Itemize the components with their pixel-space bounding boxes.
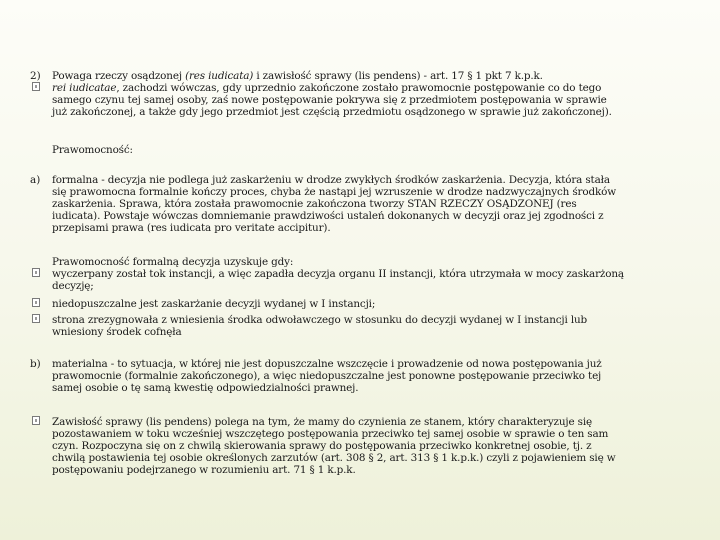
condition-1-line-1: wyczerpany został tok instancji, a więc zapadła decyzja organu II instancji, która utrzymała w mocy zaskarżoną [52,268,624,280]
section-b-line-1: materialna - to sytuacja, w której nie jest dopuszczalne wszczęcie i prowadzenie od nowa postępowania już [52,358,602,370]
section-b-marker: b) [30,358,41,370]
lis-pendens-line-2: pozostawaniem w toku wcześniej wszczętego postępowania przeciwko tej samej osobie w sprawie o ten sam [52,428,609,440]
section-2-line-3: już zakończonej, a także gdy jego przedmiot jest częścią przedmiotu osądzonego w sprawie już zakończonej). [52,106,612,118]
bullet-icon [32,82,40,91]
section-a-marker: a) [30,174,41,186]
lis-pendens-line-1: Zawisłość sprawy (lis pendens) polega na tym, że mamy do czynienia ze stanem, który charakteryzuje się [52,416,593,428]
section-a-line-4: iudicata). Powstaje wówczas domniemanie prawdziwości ustaleń dokonanych w decyzji oraz jej zgodności z [52,210,604,222]
condition-3-line-1: strona zrezygnowała z wniesienia środka odwoławczego w stosunku do decyzji wydanej w I instancji lub [52,314,588,326]
bullet-icon [32,268,40,277]
lis-pendens-line-5: postępowaniu podejrzanego w rozumieniu art. 71 § 1 k.p.k. [52,464,356,476]
heading-italic: (res iudicata) [185,70,254,82]
section-2-marker: 2) [30,70,41,82]
prawomocnosc-heading: Prawomocność: [52,144,133,156]
section-2-line-1-text: , zachodzi wówczas, gdy uprzednio zakończone zostało prawomocnie postępowanie co do tego [116,82,602,94]
section-a-line-1: formalna - decyzja nie podlega już zaskarżeniu w drodze zwykłych środków zaskarżenia. Decyzja, która stała [52,174,610,186]
condition-3-line-2: wniesiony środek cofnęła [52,326,182,338]
bullet-icon [32,416,40,425]
section-2-heading [52,70,543,82]
formal-conditions-heading: Prawomocność formalną decyzja uzyskuje gdy: [52,256,294,268]
bullet-icon [32,314,40,323]
rei-iudicatae-term: rei iudicatae [52,82,117,94]
section-a-line-3: zaskarżenia. Sprawa, która została prawomocnie zakończona tworzy STAN RZECZY OSĄDZONEJ (res [52,198,577,210]
section-a-line-5: przepisami prawa (res iudicata pro veritate accipitur). [52,222,331,234]
condition-1-line-2: decyzję; [52,280,94,292]
lis-pendens-line-4: chwilą postawienia tej osobie określonych zarzutów (art. 308 § 2, art. 313 § 1 k.p.k.) czyli z pojawieniem się w [52,452,616,464]
section-b-line-3: samej osobie o tę samą kwestię odpowiedzialności prawnej. [52,382,359,394]
condition-2-line-1: niedopuszczalne jest zaskarżanie decyzji wydanej w I instancji; [52,298,376,310]
section-2-line-2: samego czynu tej samej osoby, zaś nowe postępowanie pokrywa się z przedmiotem postępowania w sprawie [52,94,607,106]
heading-text-b: i zawisłość sprawy (lis pendens) - art. 17 § 1 pkt 7 k.p.k. [253,70,543,82]
lis-pendens-line-3: czyn. Rozpoczyna się on z chwilą skierowania sprawy do postępowania przeciwko konkretnej osobie, tj. z [52,440,592,452]
section-2-line-1 [52,82,601,94]
section-a-line-2: się prawomocna formalnie kończy proces, chyba że nastąpi jej wzruszenie w drodze nadzwyczajnych środków [52,186,616,198]
heading-text-a: Powaga rzeczy osądzonej [52,70,186,82]
section-b-line-2: prawomocnie (formalnie zakończonego), a więc niedopuszczalne jest ponowne postępowanie przeciwko tej [52,370,602,382]
bullet-icon [32,298,40,307]
